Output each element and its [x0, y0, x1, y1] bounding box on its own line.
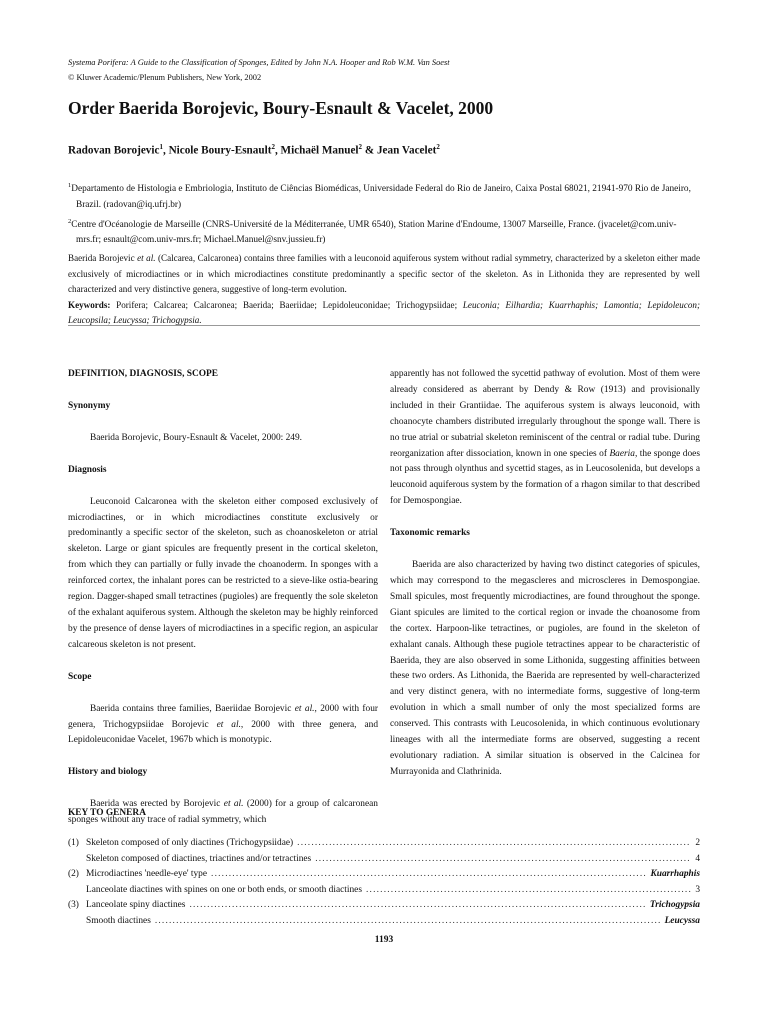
subheading-taxonomic-remarks: Taxonomic remarks — [390, 528, 470, 539]
key-leader-dots — [297, 836, 691, 852]
key-row — [68, 867, 700, 883]
author-separator: & — [362, 144, 377, 157]
key-row — [68, 852, 700, 868]
scope-text-part: Baerida contains three families, Baeriidae Borojevic — [90, 703, 295, 714]
key-character-text: Smooth diactines — [86, 915, 151, 926]
right-column — [390, 367, 700, 781]
scope-text-part: , 2000 with four genera, Trichogypsiidae Borojevic — [68, 703, 379, 730]
author-affil-mark: 2 — [271, 143, 275, 151]
key-leader-dots — [366, 883, 691, 899]
abstract-lead: Baerida Borojevic — [68, 253, 138, 263]
affiliation — [68, 214, 700, 250]
key-couplet-number: (2) — [68, 869, 79, 879]
key-couplet-number: (1) — [68, 838, 79, 848]
key-next-couplet: 2 — [695, 838, 700, 848]
author-separator: , — [274, 144, 281, 157]
keywords-list: Porifera; Calcarea; Calcaronea; Baerida; Baeriidae; Lepidoleuconidae; Trichogypsiidae; — [110, 299, 463, 310]
abstract-divider — [68, 325, 700, 326]
scope-etal: et al. — [294, 703, 315, 714]
taxonomic-remarks-text: Baerida are also characterized by having two distinct categories of spicules, which may correspond to the megascleres and microscleres in Demospongiae. Small spicules, most frequently microdiactines, are found throughout the sponge. Giant spicules are limited to the cortical region or invade the choanosome from the cortex. Harpoon-like tetractines, or pugioles, are found in the skeleton of exhalant canals. Although these pugiole tetractines appear to be characteristic of Baerida, they are also observed in some Lithonida, suggesting affinities between these two orders. As Lithonida, the Baerida are represented by well-characterized and very distinct genera, with no intermediate forms, suggestive of long-term evolution in which a small number of only the most specialized forms are conserved. This contrasts with Leucosolenida, in which continuous evolutionary lineages with all the intermediate forms are observed, suggesting a recent evolutionary radiation. A similar situation is observed in the Calcinea for Murrayonida and Clathrinida. — [390, 560, 700, 777]
left-column — [68, 367, 378, 829]
key-character-text: Lanceolate spiny diactines — [86, 900, 186, 910]
scope-etal: et al. — [216, 719, 241, 730]
key-row — [68, 836, 700, 852]
key-leader-dots — [211, 867, 646, 883]
author-separator: , — [162, 144, 169, 157]
key-heading: KEY TO GENERA — [68, 808, 146, 818]
author-name: Nicole Boury-Esnault — [168, 144, 272, 157]
key-couplet-number: (3) — [68, 900, 79, 910]
subheading-diagnosis: Diagnosis — [68, 464, 107, 475]
key-row — [68, 914, 700, 930]
key-next-couplet: 4 — [695, 853, 700, 864]
paper-title: Order Baerida Borojevic, Boury-Esnault & Vacelet, 2000 — [68, 98, 494, 118]
key-genus-result: Leucyssa — [664, 915, 700, 926]
affiliation — [68, 178, 700, 214]
history-continuation-part: apparently has not followed the sycettid pathway of evolution. Most of them were already considered as aberrant by Dendy & Row (1913) and provisionally included in their Grantiidae. The aquiferous system is always leuconoid, with choanocyte chambers distributed irregularly throughout the sponge wall. There is no true atrial or subatrial skeleton reminiscent of the central or radial tube. During reorganization after dissociation, known in one species of — [390, 369, 700, 459]
key-leader-dots — [315, 852, 691, 868]
diagnosis-text: Leuconoid Calcaronea with the skeleton either composed exclusively of microdiactines, or in which microdiactines constitute exclusively or predominantly a specific sector of the skeleton, such as choanoskeleton or atrial skeleton. Large or giant spicules are frequently present in the cortical skeleton, from which they can partially or fully invade the choanoderm. In sponges with a reinforced cortex, the inhalant pores can be restricted to a sieve-like ostia-bearing region. Dagger-shaped small tetractines (pugioles) are frequently the sole skeleton of the exhalant aquiferous system. Although the skeleton may be highly reinforced by the presence of dense layers of microdiactines in a specific region, an aspicular calcareous skeleton is not present. — [68, 496, 378, 650]
author-name: Jean Vacelet — [376, 144, 437, 157]
key-character-text: Lanceolate diactines with spines on one or both ends, or smooth diactines — [86, 884, 362, 895]
history-text-part: Baerida was erected by Borojevic — [90, 799, 224, 810]
abstract-body: (Calcarea, Calcaronea) contains three families with a leuconoid aquiferous system without radial symmetry, characterized by a skeleton either made exclusively of microdiactines or in which microdiactines constitute predominantly a specific sector of the skeleton. As in Lithonida they are represented by well characterized and very distinctive genera, suggestive of long-term evolution. — [68, 253, 701, 294]
section-heading-definition: DEFINITION, DIAGNOSIS, SCOPE — [68, 369, 219, 379]
subheading-scope: Scope — [68, 671, 92, 682]
author-affil-mark: 1 — [159, 143, 163, 151]
affiliation-mark: 2 — [68, 217, 72, 225]
history-continuation-part: , the sponge does not pass through olynthus and sycettid stages, as in Leucosolenida, but develops a leuconoid aquiferous system by the formation of a rhagon similar to that described for Demospongiae. — [390, 448, 700, 507]
key-character-text: Skeleton composed of only diactines (Trichogypsiidae) — [86, 838, 294, 848]
scope-text-part: , 2000 with three genera, and Lepidoleuconidae Vacelet, 1967b which is monotypic. — [68, 719, 379, 746]
scope-text — [68, 702, 378, 750]
author-name: Radovan Borojevic — [68, 144, 160, 157]
subheading-synonymy: Synonymy — [68, 400, 111, 411]
affiliation-text: Centre d'Océanologie de Marseille (CNRS-Université de la Méditerranée, UMR 6540), Station Marine d'Endoume, 13007 Marseille, France. (jvacelet@com.univ-mrs.fr; esnault@com.univ-mrs.fr; Michael.Manuel@snv.jussieu.fr) — [71, 219, 677, 246]
author-list — [68, 143, 440, 157]
key-genus-result: Kuarrhaphis — [650, 869, 700, 879]
author-affil-mark: 2 — [436, 143, 440, 151]
key-next-couplet: 3 — [695, 884, 700, 895]
affiliation-mark: 1 — [68, 182, 72, 189]
key-row — [68, 883, 700, 899]
author-affil-mark: 2 — [358, 143, 363, 151]
key-row — [68, 898, 700, 914]
history-etal: et al. — [223, 799, 244, 810]
copyright-line: © Kluwer Academic/Plenum Publishers, New York, 2002 — [68, 73, 262, 82]
affiliations — [68, 178, 700, 249]
key-to-genera — [68, 808, 700, 929]
key-leader-dots — [155, 914, 661, 930]
history-text-part: (2000) for a group of calcaronean sponges without any trace of radial symmetry, which — [68, 799, 378, 826]
affiliation-text: Departamento de Histologia e Embriologia, Instituto de Ciências Biomédicas, Universidade Federal do Rio de Janeiro, Caixa Postal 68021, 21941-970 Rio de Janeiro, Brazil. (radovan@iq.ufrj.br) — [71, 184, 691, 210]
genus-name: Baeria — [609, 448, 635, 459]
abstract-etal: et al. — [137, 253, 156, 263]
history-continuation — [390, 367, 700, 510]
key-leader-dots — [189, 898, 645, 914]
keywords-label: Keywords: — [68, 299, 111, 310]
source-citation — [68, 55, 450, 85]
key-rows — [68, 836, 700, 929]
abstract — [68, 251, 700, 329]
key-character-text: Microdiactines 'needle-eye' type — [86, 869, 208, 879]
key-genus-result: Trichogypsia — [649, 900, 700, 910]
synonymy-text: Baerida Borojevic, Boury-Esnault & Vacelet, 2000: 249. — [90, 432, 303, 443]
keywords-genera: Leuconia; Eilhardia; Kuarrhaphis; Lamontia; Lepidoleucon; Leucopsila; Leucyssa; Trichogypsia. — [68, 299, 700, 325]
key-character-text: Skeleton composed of diactines, triactines and/or tetractines — [86, 853, 312, 864]
page-number: 1193 — [374, 935, 394, 945]
book-citation: Systema Porifera: A Guide to the Classification of Sponges, Edited by John N.A. Hooper and Rob W.M. Van Soest — [68, 58, 450, 67]
author-name: Michaël Manuel — [280, 144, 359, 157]
subheading-history: History and biology — [68, 767, 148, 778]
